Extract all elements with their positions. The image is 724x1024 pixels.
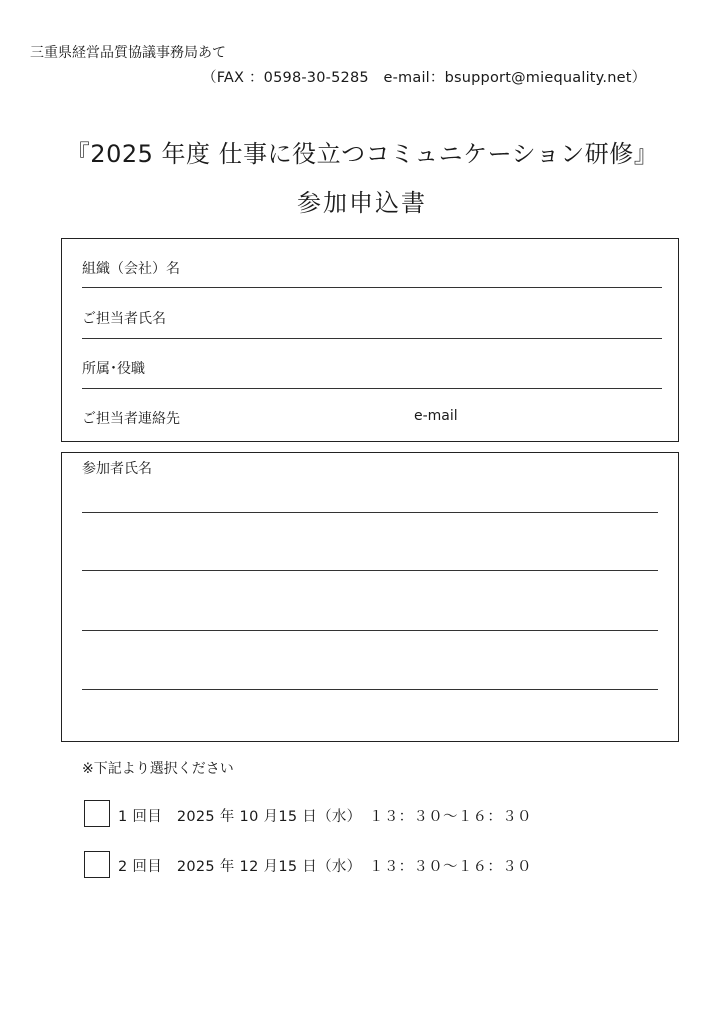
session-2-label: 2 回目 2025 年 12 月15 日（水） １３：３０～１６：３０	[118, 859, 532, 875]
document-subtitle: 参加申込書	[297, 189, 427, 217]
contact-person-field[interactable]	[82, 338, 662, 339]
organization-field[interactable]	[82, 287, 662, 288]
selection-note: ※下記より選択ください	[82, 761, 234, 777]
addressee-text: 三重県経営品質協議事務局あて	[30, 45, 226, 61]
applicant-info-box	[61, 238, 679, 442]
session-2-checkbox[interactable]	[84, 851, 110, 878]
participants-box	[61, 452, 679, 742]
organization-label: 組織（会社）名	[82, 261, 180, 277]
document-title: 『2025 年度 仕事に役立つコミュニケーション研修』	[65, 140, 659, 168]
contact-person-label: ご担当者氏名	[82, 311, 166, 327]
participant-line-4[interactable]	[82, 689, 658, 690]
department-field[interactable]	[82, 388, 662, 389]
contact-info-label: ご担当者連絡先	[82, 411, 180, 427]
session-1-label: 1 回目 2025 年 10 月15 日（水） １３：３０～１６：３０	[118, 809, 532, 825]
department-label: 所属･役職	[82, 361, 145, 377]
email-label: e-mail	[414, 408, 458, 424]
participant-line-3[interactable]	[82, 630, 658, 631]
participant-line-2[interactable]	[82, 570, 658, 571]
participants-label: 参加者氏名	[82, 461, 152, 477]
participant-line-1[interactable]	[82, 512, 658, 513]
session-1-checkbox[interactable]	[84, 800, 110, 827]
contact-info-text: （FAX ：0598-30-5285 e-mail：bsupport@miequality.net）	[202, 70, 647, 86]
